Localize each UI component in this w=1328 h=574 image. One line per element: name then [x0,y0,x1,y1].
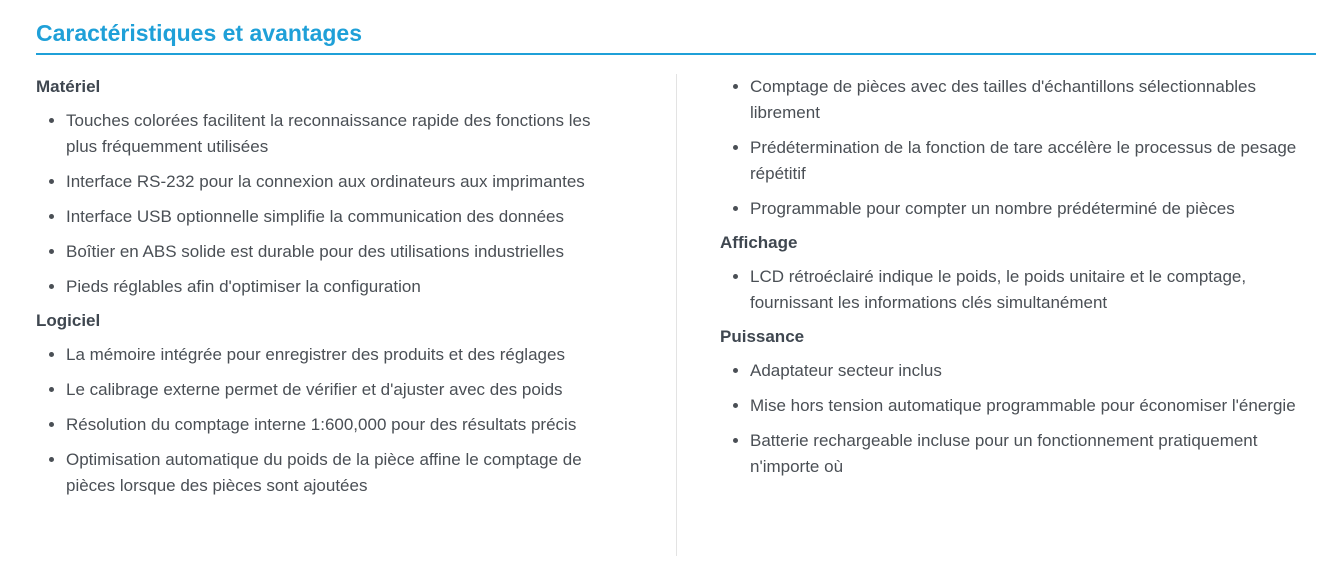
list-item: • Optimisation automatique du poids de la pièce affine le comptage de pièces lorsque des pièces sont ajoutées [66,447,606,499]
materiel-list [36,108,606,300]
list-item: • LCD rétroéclairé indique le poids, le poids unitaire et le comptage, fournissant les informations clés simultanément [750,264,1300,316]
logiciel-list-continued [720,74,1300,222]
list-item: • Interface USB optionnelle simplifie la communication des données [66,204,606,230]
right-column [720,74,1300,488]
list-item: • La mémoire intégrée pour enregistrer des produits et des réglages [66,342,606,368]
list-item: • Boîtier en ABS solide est durable pour des utilisations industrielles [66,239,606,265]
section-title: Caractéristiques et avantages [36,20,362,46]
list-item: • Prédétermination de la fonction de tare accélère le processus de pesage répétitif [750,135,1300,187]
section-heading-puissance: Puissance [720,327,805,346]
section-heading-logiciel: Logiciel [36,311,101,330]
list-item: • Mise hors tension automatique programmable pour économiser l'énergie [750,393,1300,419]
list-item: • Touches colorées facilitent la reconnaissance rapide des fonctions les plus fréquemment utilisées [66,108,606,160]
list-item: • Adaptateur secteur inclus [750,358,1300,384]
left-column [36,74,606,507]
section-heading-materiel: Matériel [36,77,101,96]
list-item: • Interface RS-232 pour la connexion aux ordinateurs aux imprimantes [66,169,606,195]
column-divider [676,74,677,556]
puissance-list [720,358,1300,480]
title-underline [36,53,1316,55]
section-heading-affichage: Affichage [720,233,798,252]
list-item: • Comptage de pièces avec des tailles d'échantillons sélectionnables librement [750,74,1300,126]
affichage-list [720,264,1300,316]
list-item: • Batterie rechargeable incluse pour un fonctionnement pratiquement n'importe où [750,428,1300,480]
list-item: • Programmable pour compter un nombre prédéterminé de pièces [750,196,1300,222]
list-item: • Résolution du comptage interne 1:600,000 pour des résultats précis [66,412,606,438]
list-item: • Pieds réglables afin d'optimiser la configuration [66,274,606,300]
logiciel-list [36,342,606,499]
list-item: • Le calibrage externe permet de vérifier et d'ajuster avec des poids [66,377,606,403]
